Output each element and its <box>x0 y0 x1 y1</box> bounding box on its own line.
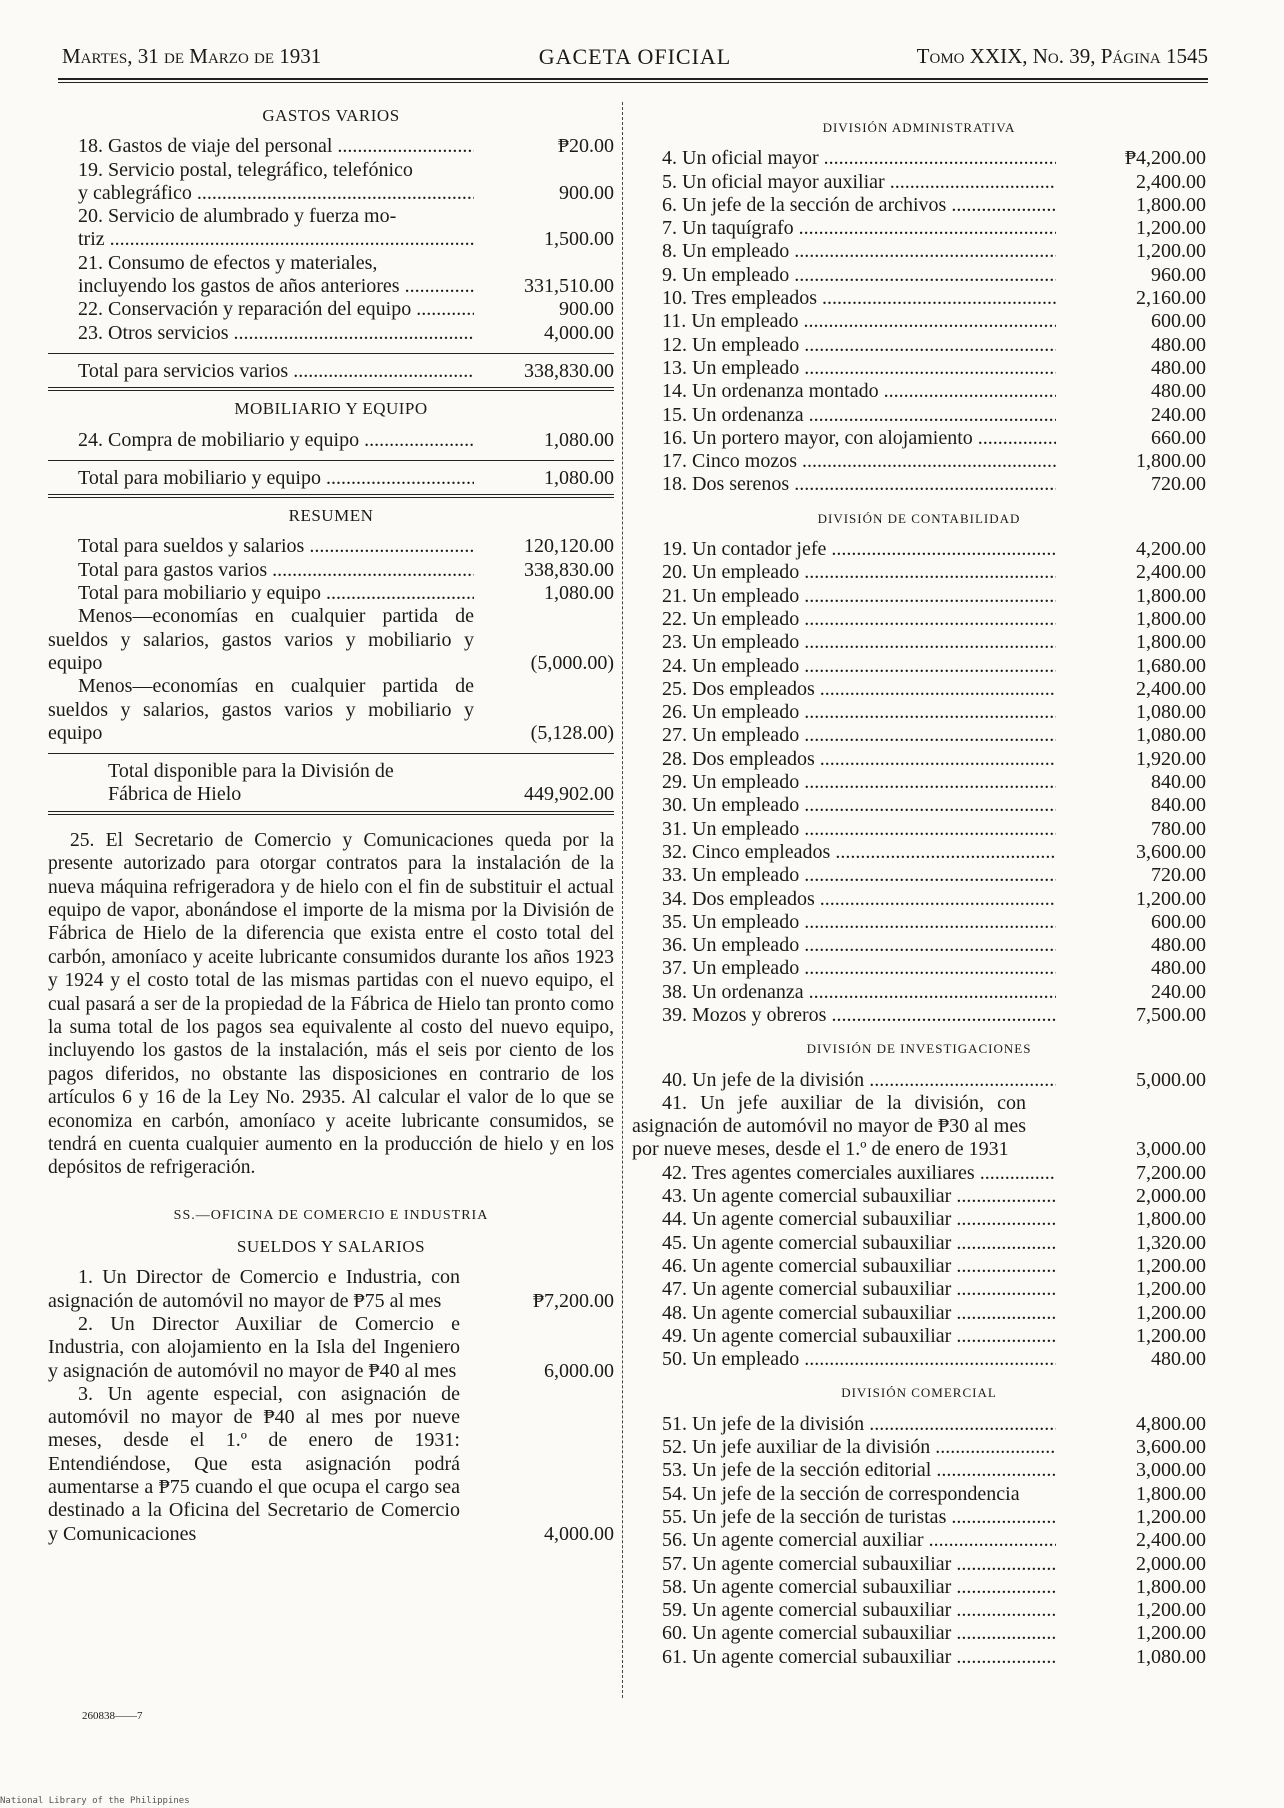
item-text: 17. Cinco mozos ..... <box>632 450 1056 473</box>
item-amount: 1,080.00 <box>1136 701 1206 724</box>
line-item <box>632 1278 1206 1301</box>
item-text: 35. Un empleado ..... <box>632 911 1056 934</box>
line-item <box>632 864 1206 887</box>
line-item <box>632 1553 1206 1576</box>
item-amount: 1,080.00 <box>1136 724 1206 747</box>
item-amount: 4,000.00 <box>544 321 614 344</box>
sueldo-text-3: 3. Un agente especial, con asignación de automóvil no mayor de ₱40 al mes por nueve meses, desde el 1.º de enero de 1931: Entendiéndose, Que esta asignación podrá aumentarse a ₱75 cuando el que ocupa el cargo sea destinado a la Oficina del Secretario de Comercio y Comunicaciones <box>48 1382 460 1545</box>
line-item <box>48 322 614 345</box>
investigaciones-list <box>632 1162 1206 1372</box>
item-amount: ₱4,200.00 <box>1124 147 1206 170</box>
item-amount: 2,400.00 <box>1136 677 1206 700</box>
item-amount: 1,200.00 <box>1136 1599 1206 1622</box>
line-item <box>632 1436 1206 1459</box>
item-amount: 1,800.00 <box>1136 607 1206 630</box>
line-item <box>632 194 1206 217</box>
line-item <box>632 818 1206 841</box>
item-text: 23. Un empleado ..... <box>632 631 1056 654</box>
section-title-administrativa: DIVISIÓN ADMINISTRATIVA <box>822 120 1016 135</box>
line-item <box>632 171 1206 194</box>
item-amount: 5,000.00 <box>1136 1068 1206 1091</box>
item-amount: 1,680.00 <box>1136 654 1206 677</box>
line-item <box>48 228 614 251</box>
line-item <box>48 275 614 298</box>
item-amount: 600.00 <box>1151 910 1206 933</box>
item-text: 30. Un empleado ..... <box>632 794 1056 817</box>
item-amount: 1,080.00 <box>1136 1645 1206 1668</box>
line-item <box>632 1576 1206 1599</box>
item-amount: 2,400.00 <box>1136 1529 1206 1552</box>
item-amount: 1,200.00 <box>1136 217 1206 240</box>
inv-text-41: 41. Un jefe auxiliar de la división, con asignación de automóvil no mayor de ₱30 al mes por nueve meses, desde el 1.º de enero de 1931 <box>632 1091 1026 1161</box>
item-text: 11. Un empleado ..... <box>632 310 1056 333</box>
line-item <box>632 981 1206 1004</box>
item-text: 22. Un empleado ..... <box>632 608 1056 631</box>
line-item <box>632 217 1206 240</box>
total-disponible-row <box>48 760 614 815</box>
line-item <box>632 450 1206 473</box>
item-amount: 1,800.00 <box>1136 1575 1206 1598</box>
item-text: 19. Servicio postal, telegráfico, telefónico <box>78 158 413 181</box>
inv-row-41 <box>632 1092 1206 1162</box>
item-text: 16. Un portero mayor, con alojamiento ..... <box>632 427 1056 450</box>
total-mobiliario-row <box>48 467 614 498</box>
item-amount: 1,800.00 <box>1136 584 1206 607</box>
left-column <box>48 100 614 1546</box>
item-amount: 2,160.00 <box>1136 287 1206 310</box>
item-text: 5. Un oficial mayor auxiliar ..... <box>632 171 1056 194</box>
item-text: 61. Un agente comercial subauxiliar ..... <box>632 1646 1056 1669</box>
line-item <box>632 608 1206 631</box>
line-item <box>632 1622 1206 1645</box>
sueldo-row-1 <box>48 1266 614 1313</box>
sueldo-row-3 <box>48 1383 614 1546</box>
item-amount: 720.00 <box>1151 864 1206 887</box>
total-disponible-amount: 449,902.00 <box>524 783 614 806</box>
item-text: 39. Mozos y obreros ..... <box>632 1004 1056 1027</box>
item-amount: 660.00 <box>1151 426 1206 449</box>
item-amount: 3,000.00 <box>1136 1459 1206 1482</box>
item-amount: 480.00 <box>1151 356 1206 379</box>
total-servicios-block <box>48 353 614 391</box>
total-servicios-label: Total para servicios varios ..... <box>48 360 474 383</box>
item-amount: 480.00 <box>1151 333 1206 356</box>
item-text: 36. Un empleado ..... <box>632 934 1056 957</box>
line-item <box>632 748 1206 771</box>
section-title-gastos: GASTOS VARIOS <box>262 106 400 125</box>
item-text: 10. Tres empleados ..... <box>632 287 1056 310</box>
item-amount: 2,400.00 <box>1136 170 1206 193</box>
com-row-54 <box>632 1483 1206 1506</box>
item-amount: 600.00 <box>1151 310 1206 333</box>
item-text: 8. Un empleado ..... <box>632 240 1056 263</box>
line-item <box>632 888 1206 911</box>
item-text: 20. Un empleado ..... <box>632 561 1056 584</box>
item-amount: 960.00 <box>1151 263 1206 286</box>
item-amount: 840.00 <box>1151 771 1206 794</box>
item-text: 29. Un empleado ..... <box>632 771 1056 794</box>
line-item <box>632 655 1206 678</box>
item-text: 4. Un oficial mayor ..... <box>632 147 1056 170</box>
item-amount: 331,510.00 <box>524 275 614 298</box>
item-text: 9. Un empleado ..... <box>632 264 1056 287</box>
item-text: 18. Dos serenos ..... <box>632 473 1056 496</box>
item-text: 23. Otros servicios ..... <box>48 322 474 345</box>
menos-text-1: Menos—economías en cualquier partida de sueldos y salarios, gastos varios y mobiliario y equipo <box>48 605 474 674</box>
item-amount: 1,200.00 <box>1136 1324 1206 1347</box>
section-title-contabilidad: DIVISIÓN DE CONTABILIDAD <box>817 510 1021 526</box>
sueldo-amount-1: ₱7,200.00 <box>532 1289 614 1312</box>
line-item <box>632 240 1206 263</box>
item-amount: 1,200.00 <box>1136 887 1206 910</box>
right-column <box>632 100 1206 1669</box>
item-text: y cablegráfico ..... <box>48 182 474 205</box>
line-item <box>48 182 614 205</box>
item-text: 18. Gastos de viaje del personal ..... <box>48 135 474 158</box>
item-text: 24. Un empleado ..... <box>632 655 1056 678</box>
item-text: 38. Un ordenanza ..... <box>632 981 1056 1004</box>
line-item <box>632 841 1206 864</box>
item-amount: 1,800.00 <box>1136 193 1206 216</box>
line-item <box>632 1302 1206 1325</box>
item-amount: 240.00 <box>1151 403 1206 426</box>
line-item <box>632 1599 1206 1622</box>
line-item <box>632 310 1206 333</box>
total-mobiliario-label: Total para mobiliario y equipo ..... <box>48 467 474 490</box>
item-text: incluyendo los gastos de años anteriores ..... <box>48 275 474 298</box>
sueldo-text-2: 2. Un Director Auxiliar de Comercio e Industria, con alojamiento en la Isla del Ingeniero y asignación de automóvil no mayor de ₱40 al mes <box>48 1313 460 1382</box>
item-amount: 1,800.00 <box>1136 631 1206 654</box>
item-amount: 4,800.00 <box>1136 1412 1206 1435</box>
item-amount: 1,920.00 <box>1136 747 1206 770</box>
section-title-investigaciones: DIVISIÓN DE INVESTIGACIONES <box>806 1041 1032 1057</box>
item-text: 14. Un ordenanza montado ..... <box>632 380 1056 403</box>
line-item <box>632 1232 1206 1255</box>
column-divider <box>622 102 623 1698</box>
line-item <box>632 1413 1206 1436</box>
header-rule <box>58 78 1208 80</box>
menos-row-1 <box>48 605 614 675</box>
item-amount: 3,600.00 <box>1136 840 1206 863</box>
inv-amount-41: 3,000.00 <box>1136 1138 1206 1161</box>
section-title-mobiliario: MOBILIARIO Y EQUIPO <box>234 399 428 419</box>
item-text: 59. Un agente comercial subauxiliar ..... <box>632 1599 1056 1622</box>
item-text: 45. Un agente comercial subauxiliar ..... <box>632 1232 1056 1255</box>
item-amount: 3,600.00 <box>1136 1436 1206 1459</box>
line-item <box>632 473 1206 496</box>
contabilidad-list <box>632 538 1206 1027</box>
sueldo-amount-3: 4,000.00 <box>544 1522 614 1545</box>
item-text: 13. Un empleado ..... <box>632 357 1056 380</box>
item-text: 49. Un agente comercial subauxiliar ..... <box>632 1325 1056 1348</box>
comercial-list-a <box>632 1413 1206 1483</box>
total-mobiliario-block <box>48 460 614 498</box>
section-title-oficina: SS.—OFICINA DE COMERCIO E INDUSTRIA <box>173 1207 489 1223</box>
sueldo-text-1: 1. Un Director de Comercio e Industria, con asignación de automóvil no mayor de ₱75 al mes <box>48 1266 460 1312</box>
item-text: 26. Un empleado ..... <box>632 701 1056 724</box>
item-text: 6. Un jefe de la sección de archivos ..... <box>632 194 1056 217</box>
menos-amount-1: (5,000.00) <box>530 651 614 674</box>
line-item <box>632 724 1206 747</box>
line-item <box>48 559 614 582</box>
item-amount: 120,120.00 <box>524 535 614 558</box>
line-item <box>632 911 1206 934</box>
comercial-list-b <box>632 1506 1206 1669</box>
item-text: 40. Un jefe de la división ..... <box>632 1069 1056 1092</box>
line-item <box>632 1529 1206 1552</box>
com-text-54: 54. Un jefe de la sección de correspondencia <box>662 1482 1020 1505</box>
menos-amount-2: (5,128.00) <box>530 721 614 744</box>
item-amount: 480.00 <box>1151 957 1206 980</box>
line-item <box>632 1646 1206 1669</box>
item-amount: 240.00 <box>1151 980 1206 1003</box>
item-text: 22. Conservación y reparación del equipo ..... <box>48 298 474 321</box>
item-amount: 1,320.00 <box>1136 1231 1206 1254</box>
item-amount: 1,200.00 <box>1136 240 1206 263</box>
item-amount: 900.00 <box>559 298 614 321</box>
item-amount: 2,000.00 <box>1136 1185 1206 1208</box>
line-item <box>632 1325 1206 1348</box>
menos-row-2 <box>48 675 614 745</box>
item-amount: 338,830.00 <box>524 558 614 581</box>
item-amount: 840.00 <box>1151 794 1206 817</box>
paragraph-25: 25. El Secretario de Comercio y Comunicaciones queda por la presente autorizado para otorgar contratos para la instalación de la nueva máquina refrigeradora y de hielo con el fin de substituir el actual equipo de vapor, abonándose el importe de la misma por la División de Fábrica de Hielo de la diferencia que exista entre el costo total del carbón, amoníaco y aceite lubricante consumidos durante los años 1923 y 1924 y el costo total de las mismas partidas con el nuevo equipo, el cual pasará a ser de la propiedad de la Fábrica de Hielo tan pronto como la suma total de los pagos sea equivalente al costo del nuevo equipo, incluyendo los gastos de la instalación, más el seis por ciento de los pagos diferidos, no obstante las disposiciones en contrario de los artículos 6 y 16 de la Ley No. 2935. Al calcular el valor de lo que se economiza en carbón, amoníaco y aceite lubricante consumidos, se tendrá en cuenta cualquier aumento en la producción de hielo y en los depósitos de refrigeración. <box>48 829 614 1179</box>
line-item <box>632 427 1206 450</box>
line-item <box>632 1208 1206 1231</box>
item-amount: 900.00 <box>559 181 614 204</box>
item-amount: 4,200.00 <box>1136 538 1206 561</box>
item-amount: 1,200.00 <box>1136 1301 1206 1324</box>
com-amount-54: 1,800.00 <box>1136 1482 1206 1505</box>
item-text: 43. Un agente comercial subauxiliar ..... <box>632 1185 1056 1208</box>
total-servicios-row <box>48 360 614 391</box>
line-item <box>632 264 1206 287</box>
item-amount: 480.00 <box>1151 380 1206 403</box>
item-amount: 1,200.00 <box>1136 1278 1206 1301</box>
item-amount: 1,500.00 <box>544 228 614 251</box>
mobiliario-item <box>48 429 614 452</box>
line-item <box>632 678 1206 701</box>
section-title-resumen: RESUMEN <box>288 506 374 526</box>
item-text: 46. Un agente comercial subauxiliar ..... <box>632 1255 1056 1278</box>
item-text: 50. Un empleado ..... <box>632 1348 1056 1371</box>
total-disponible-block <box>48 753 614 815</box>
line-item <box>632 1506 1206 1529</box>
item-text: 47. Un agente comercial subauxiliar ..... <box>632 1278 1056 1301</box>
line-item <box>632 794 1206 817</box>
item-text: Total para gastos varios ..... <box>48 559 474 582</box>
line-item <box>632 334 1206 357</box>
item-amount: 1,200.00 <box>1136 1622 1206 1645</box>
item-text: 55. Un jefe de la sección de turistas ..... <box>632 1506 1056 1529</box>
line-item <box>632 957 1206 980</box>
resumen-list <box>48 535 614 605</box>
line-item <box>48 298 614 321</box>
item-text: triz ..... <box>48 228 474 251</box>
header-rule-thin <box>58 82 1208 83</box>
item-text: 33. Un empleado ..... <box>632 864 1056 887</box>
item-text: 48. Un agente comercial subauxiliar ..... <box>632 1302 1056 1325</box>
item-amount: 1,800.00 <box>1136 450 1206 473</box>
item-text: 24. Compra de mobiliario y equipo ..... <box>48 429 474 452</box>
line-item <box>48 582 614 605</box>
line-item <box>632 771 1206 794</box>
gazette-title: GACETA OFICIAL <box>538 44 732 69</box>
line-item <box>632 631 1206 654</box>
item-text: 27. Un empleado ..... <box>632 724 1056 747</box>
sueldo-amount-2: 6,000.00 <box>544 1359 614 1382</box>
line-item <box>632 404 1206 427</box>
line-item <box>632 934 1206 957</box>
line-item <box>632 1348 1206 1371</box>
issue-date: Martes, 31 de Marzo de 1931 <box>62 44 322 68</box>
item-text: 51. Un jefe de la división ..... <box>632 1413 1056 1436</box>
total-mobiliario-amount: 1,080.00 <box>544 466 614 489</box>
line-item <box>632 1162 1206 1185</box>
item-amount: 1,200.00 <box>1136 1505 1206 1528</box>
item-amount: ₱20.00 <box>557 135 614 158</box>
section-title-sueldos: SUELDOS Y SALARIOS <box>236 1237 426 1257</box>
inv-row-40 <box>632 1069 1206 1092</box>
item-amount: 480.00 <box>1151 1348 1206 1371</box>
item-text: 15. Un ordenanza ..... <box>632 404 1056 427</box>
item-text: 53. Un jefe de la sección editorial ..... <box>632 1459 1056 1482</box>
administrativa-list <box>632 147 1206 496</box>
item-amount: 2,000.00 <box>1136 1552 1206 1575</box>
line-item <box>632 538 1206 561</box>
item-text: Total para sueldos y salarios ..... <box>48 535 474 558</box>
item-text: 37. Un empleado ..... <box>632 957 1056 980</box>
item-text: 52. Un jefe auxiliar de la división ..... <box>632 1436 1056 1459</box>
item-text: 7. Un taquígrafo ..... <box>632 217 1056 240</box>
item-amount: 2,400.00 <box>1136 561 1206 584</box>
item-amount: 1,080.00 <box>544 582 614 605</box>
line-item <box>48 535 614 558</box>
sueldo-row-2 <box>48 1313 614 1383</box>
item-amount: 1,200.00 <box>1136 1254 1206 1277</box>
item-text: Total para mobiliario y equipo ..... <box>48 582 474 605</box>
menos-text-2: Menos—economías en cualquier partida de sueldos y salarios, gastos varios y mobiliario y equipo <box>48 675 474 744</box>
item-amount: 720.00 <box>1151 473 1206 496</box>
item-text: 21. Consumo de efectos y materiales, <box>78 251 378 274</box>
print-code: 260838——7 <box>82 1710 143 1722</box>
volume-page: Tomo XXIX, No. 39, Página 1545 <box>916 44 1208 68</box>
total-servicios-amount: 338,830.00 <box>524 359 614 382</box>
source-watermark: National Library of the Philippines <box>0 1796 190 1806</box>
item-text: 57. Un agente comercial subauxiliar ..... <box>632 1553 1056 1576</box>
total-disponible-label: Total disponible para la División de Fábrica de Hielo <box>108 760 394 806</box>
line-item <box>632 1255 1206 1278</box>
item-text: 42. Tres agentes comerciales auxiliares ..... <box>632 1162 1056 1185</box>
line-item <box>632 585 1206 608</box>
line-item <box>632 1459 1206 1482</box>
line-item <box>632 357 1206 380</box>
line-item <box>632 701 1206 724</box>
item-text: 44. Un agente comercial subauxiliar ..... <box>632 1208 1056 1231</box>
item-amount: 780.00 <box>1151 817 1206 840</box>
item-text: 20. Servicio de alumbrado y fuerza mo- <box>78 205 397 228</box>
item-amount: 1,080.00 <box>544 428 614 451</box>
item-text: 21. Un empleado ..... <box>632 585 1056 608</box>
item-text: 25. Dos empleados ..... <box>632 678 1056 701</box>
gastos-list <box>48 135 614 345</box>
line-item <box>632 287 1206 310</box>
line-item <box>632 1185 1206 1208</box>
item-text: 32. Cinco empleados ..... <box>632 841 1056 864</box>
item-text: 34. Dos empleados ..... <box>632 888 1056 911</box>
item-text: 56. Un agente comercial auxiliar ..... <box>632 1529 1056 1552</box>
item-text: 28. Dos empleados ..... <box>632 748 1056 771</box>
item-text: 60. Un agente comercial subauxiliar ..... <box>632 1622 1056 1645</box>
item-text: 19. Un contador jefe ..... <box>632 538 1056 561</box>
item-text: 12. Un empleado ..... <box>632 334 1056 357</box>
line-item <box>632 147 1206 170</box>
line-item <box>632 561 1206 584</box>
section-title-comercial: DIVISIÓN COMERCIAL <box>841 1385 997 1401</box>
item-amount: 1,800.00 <box>1136 1208 1206 1231</box>
line-item <box>48 159 614 182</box>
item-amount: 7,500.00 <box>1136 1003 1206 1026</box>
line-item <box>48 135 614 158</box>
item-text: 58. Un agente comercial subauxiliar ..... <box>632 1576 1056 1599</box>
line-item <box>632 380 1206 403</box>
line-item <box>48 252 614 275</box>
item-text: 31. Un empleado ..... <box>632 818 1056 841</box>
line-item <box>632 1004 1206 1027</box>
item-amount: 480.00 <box>1151 934 1206 957</box>
line-item <box>48 205 614 228</box>
item-amount: 7,200.00 <box>1136 1161 1206 1184</box>
